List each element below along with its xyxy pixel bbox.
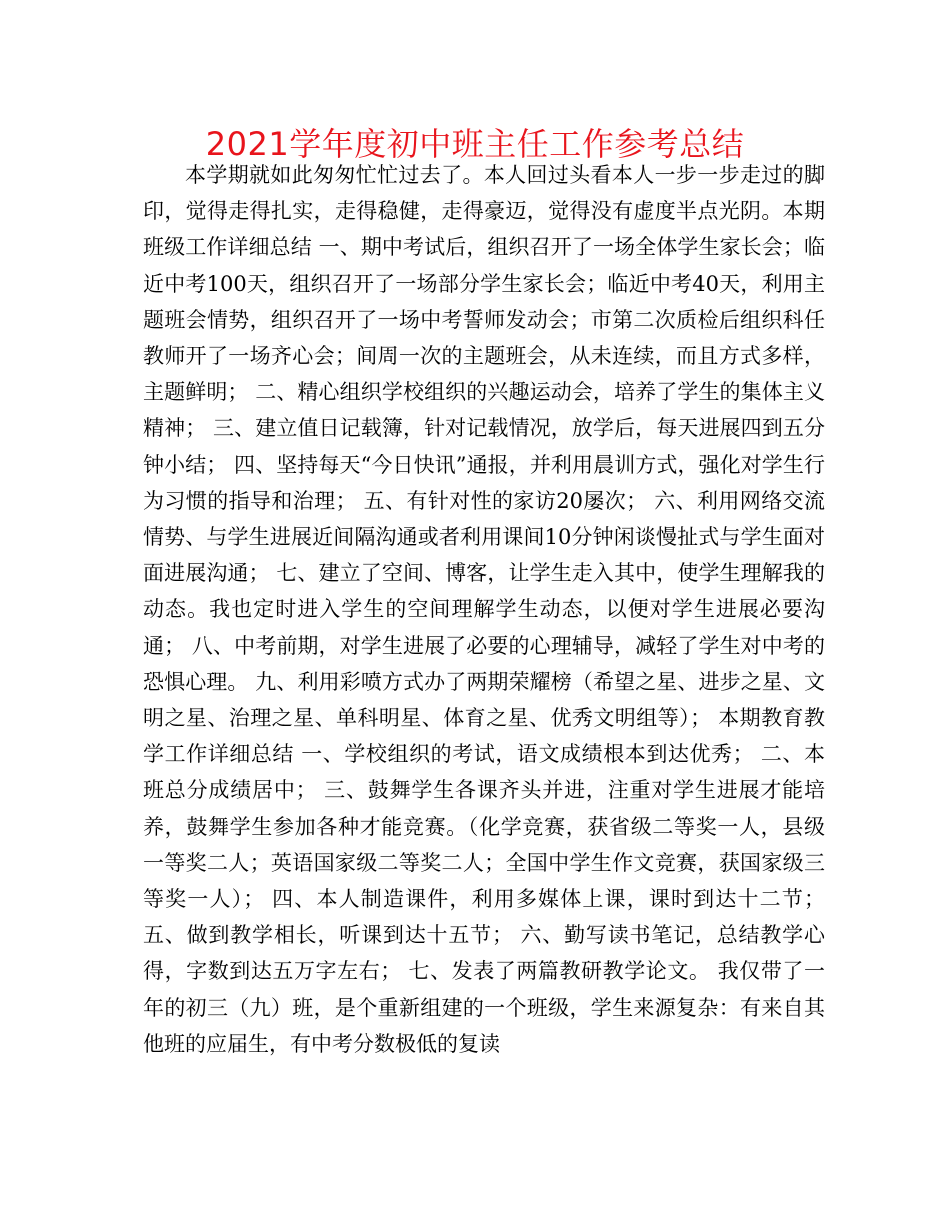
document-body: 本学期就如此匆匆忙忙过去了。本人回过头看本人一步一步走过的脚印，觉得走得扎实，走得稳健，走得豪迈，觉得没有虚度半点光阴。本期班级工作详细总结 一、期中考试后，组织召开了一场全体学生家长会；临近中考100天，组织召开了一场部分学生家长会；临近中考40天，利用主题班会情势，组织召开了一场中考誓师发动会；市第二次质检后组织科任教师开了一场齐心会；间周一次的主题班会，从未连续，而且方式多样，主题鲜明； 二、精心组织学校组织的兴趣运动会，培养了学生的集体主义精神； 三、建立值日记载簿，针对记载情况，放学后，每天进展四到五分钟小结； 四、坚持每天“今日快讯”通报，并利用晨训方式，强化对学生行为习惯的指导和治理； 五、有针对性的家访20屡次； 六、利用网络交流情势、与学生进展近间隔沟通或者利用课间10分钟闲谈慢扯式与学生面对面进展沟通； 七、建立了空间、博客，让学生走入其中，使学生理解我的动态。我也定时进入学生的空间理解学生动态，以便对学生进展必要沟通； 八、中考前期，对学生进展了必要的心理辅导，减轻了学生对中考的恐惧心理。 九、利用彩喷方式办了两期荣耀榜（希望之星、进步之星、文明之星、治理之星、单科明星、体育之星、优秀文明组等）； 本期教育教学工作详细总结 一、学校组织的考试，语文成绩根本到达优秀； 二、本班总分成绩居中； 三、鼓舞学生各课齐头并进，注重对学生进展才能培养，鼓舞学生参加各种才能竞赛。（化学竞赛，获省级二等奖一人，县级一等奖二人；英语国家级二等奖二人；全国中学生作文竞赛，获国家级三等奖一人）； 四、本人制造课件，利用多媒体上课，课时到达十二节； 五、做到教学相长，听课到达十五节； 六、勤写读书笔记，总结教学心得，字数到达五万字左右； 七、发表了两篇教研教学论文。 我仅带了一年的初三（九）班，是个重新组建的一个班级，学生来源复杂：有来自其他班的应届生，有中考分数极低的复读 xyxy=(143,163,825,1056)
document-title: 2021学年度初中班主任工作参考总结 xyxy=(205,125,745,163)
